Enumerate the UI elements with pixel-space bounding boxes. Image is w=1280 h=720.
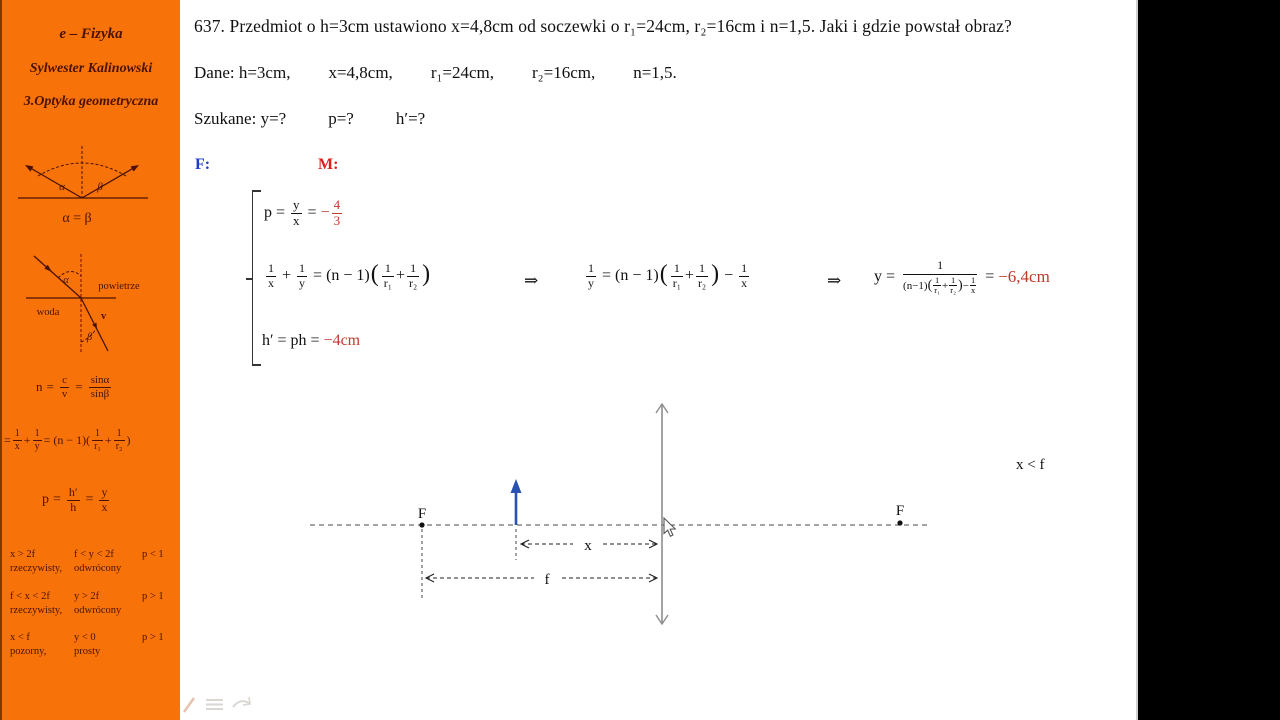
fraction-1-r2: $\frac{1}{\text{r₂}}$ (115, 428, 123, 452)
fraction-1-r1: $\frac{1}{\text{r₁}}$ (94, 428, 101, 452)
dim-x-label: x (584, 538, 592, 554)
app-title: e – Fizyka (59, 26, 123, 42)
menu-icon[interactable] (206, 700, 223, 709)
given-item: r₂=16cm, (532, 63, 596, 82)
result-value: −6,4cm (998, 266, 1050, 286)
plus: + (104, 432, 112, 447)
equals: = (313, 267, 323, 285)
implies-arrow: ⇒ (524, 271, 539, 290)
medium-top-label: powietrze (98, 281, 140, 292)
bottom-toolbar (180, 693, 270, 717)
case-y-desc: odwrócony (74, 562, 122, 574)
case-x-desc: rzeczywisty, (10, 562, 63, 574)
minus: − (320, 204, 330, 222)
fraction-1-x: $\frac{1}{x}$ (741, 261, 748, 290)
given-item: x=4,8cm, (328, 63, 393, 82)
equals: = (75, 379, 83, 395)
fraction-4-3: $\frac{4}{3}$ (333, 197, 341, 228)
focus-left-label: F (417, 506, 427, 522)
open-paren: ( (659, 261, 668, 288)
fraction-1-r2: $\frac{1}{\text{r₂}}$ (408, 261, 418, 290)
fraction-1-y: $\frac{1}{y}$ (34, 428, 40, 452)
case-x-desc: pozorny, (10, 645, 47, 657)
equals: = (602, 267, 612, 285)
lens-ray-diagram (300, 392, 960, 652)
speed-label: v (101, 311, 107, 322)
worksheet-area (180, 0, 1138, 720)
factor: (n − 1) (326, 267, 370, 285)
author-name: Sylwester Kalinowski (29, 61, 153, 76)
dim-f-label: f (544, 572, 550, 588)
fraction-1-r1: $\frac{1}{\text{r₁}}$ (672, 261, 681, 290)
term: p (264, 204, 272, 222)
case-y: y > 2f (74, 591, 100, 602)
fraction-1-x: $\frac{1}{x}$ (14, 428, 20, 452)
magnification-formula (42, 486, 111, 515)
factor: (n−1) (903, 279, 928, 292)
fraction-1-r2: $\frac{1}{\text{r₂}}$ (950, 275, 957, 296)
case-y: y < 0 (74, 632, 96, 643)
big-fraction: 1 (n−1) ( 1 r₁ + $\frac{1}{\text{r₂}}$ ) − $\frac{1}{x}$ (903, 258, 976, 296)
fraction-sin: $\frac{\sin\alpha}{\sin\beta}$ (90, 374, 110, 400)
fraction-y-x: $\frac{y}{x}$ (293, 197, 300, 228)
equals: = (307, 204, 317, 222)
term: h′ = ph = (262, 332, 320, 349)
sidebar (0, 0, 180, 720)
equation-lens-solved (584, 262, 751, 291)
fraction-1-x: $\frac{1}{x}$ (268, 261, 274, 290)
case-p: p > 1 (142, 591, 164, 602)
minus: − (962, 279, 969, 292)
alpha-angle-label: α (59, 181, 65, 193)
plus: + (684, 267, 694, 285)
fraction-1-r1: 1 r₁ (934, 275, 941, 296)
case-x-desc: rzeczywisty, (10, 604, 63, 616)
reflection-law: α = β (62, 211, 92, 226)
given-data-line (194, 63, 715, 83)
fraction-1-r1: $\frac{1}{\text{r₁}}$ (383, 261, 392, 290)
formula-term: n (36, 379, 43, 395)
reflected-ray-arrowhead (25, 165, 33, 172)
formula-term: p (42, 492, 49, 508)
given-item: Dane: h=3cm, (194, 63, 291, 82)
minus: − (724, 267, 734, 285)
lens-equation-sidebar (4, 428, 131, 452)
case-y-desc: prosty (74, 645, 101, 657)
close-paren: ) (422, 261, 431, 288)
focus-right-label: F (895, 503, 905, 519)
physics-section-label: F: (195, 156, 211, 173)
plus: + (23, 432, 31, 447)
fraction-y-x: $\frac{y}{x}$ (101, 485, 108, 514)
equals: = (46, 379, 54, 395)
equals: = (4, 432, 11, 447)
case-x: x < f (10, 632, 30, 643)
close-paren: ) (126, 432, 131, 447)
implies-arrow: ⇒ (827, 271, 842, 290)
plus: + (395, 267, 405, 285)
beta-label: β (87, 332, 93, 343)
case-y: f < y < 2f (74, 549, 114, 560)
factor: = (n − 1)( (43, 432, 91, 447)
fraction-c-v: $\frac{c}{v}$ (61, 374, 68, 400)
case-y-desc: odwrócony (74, 604, 122, 616)
case-x: x > 2f (10, 549, 36, 560)
fraction-1-x: $\frac{1}{x}$ (970, 275, 976, 296)
equation-image-height (262, 332, 364, 350)
given-item: r₁=24cm, (430, 63, 495, 82)
object-arrow (511, 479, 522, 560)
given-item: n=1,5. (633, 63, 677, 82)
case-p: p > 1 (142, 632, 164, 643)
math-section-label: M: (318, 156, 339, 173)
plus: + (942, 279, 949, 292)
open-paren: ( (927, 277, 933, 293)
equation-result-y (874, 258, 1050, 296)
equals: = (985, 267, 995, 285)
equals: = (886, 267, 896, 285)
equation-lens (264, 262, 431, 291)
focus-left (418, 506, 426, 600)
lens-line (656, 404, 668, 624)
condition-annotation: x < f (1016, 457, 1045, 473)
equation-magnification (264, 198, 344, 229)
dimension-x (521, 538, 657, 554)
equals: = (85, 492, 94, 508)
alpha-label: α (63, 275, 69, 286)
mouse-cursor-icon (664, 518, 675, 536)
fraction-1-y: $\frac{1}{y}$ (299, 261, 306, 290)
result-value: −4cm (323, 332, 361, 349)
beta-angle-label: β (97, 181, 103, 193)
case-p: p < 1 (142, 549, 164, 560)
dimension-f (426, 572, 657, 588)
factor: (n − 1) (615, 267, 659, 285)
fraction-1-y: $\frac{1}{y}$ (588, 261, 594, 290)
fraction-h-h: $\frac{h'}{h}$ (68, 485, 78, 514)
incident-ray-arrowhead (131, 165, 139, 172)
pencil-icon[interactable] (184, 698, 194, 712)
system-brace (252, 190, 261, 366)
equals: = (276, 204, 286, 222)
unknown-item: p=? (328, 109, 354, 128)
medium-bottom-label: woda (36, 307, 60, 318)
open-paren: ( (370, 261, 379, 288)
refraction-diagram (16, 246, 156, 364)
close-paren: ) (958, 277, 963, 293)
unknown-item: h′=? (395, 109, 426, 128)
fraction-1-r2: $\frac{1}{\text{r₂}}$ (697, 261, 707, 290)
refraction-index-formula (36, 374, 113, 400)
reflection-diagram (10, 140, 160, 218)
equals: = (53, 492, 61, 508)
undo-icon[interactable] (233, 697, 250, 707)
unknowns-line (194, 109, 467, 129)
term: y (874, 267, 882, 285)
case-x: f < x < 2f (10, 591, 50, 602)
problem-statement: 637. Przedmiot o h=3cm ustawiono x=4,8cm od soczewki o r₁=24cm, r₂=16cm i n=1,5. Jaki i gdzie powstał obraz? (194, 16, 1012, 36)
unknown-item: Szukane: y=? (194, 109, 287, 128)
plus: + (282, 267, 292, 285)
chapter-title: 3.Optyka geometryczna (23, 94, 159, 109)
close-paren: ) (711, 261, 720, 288)
focus-right (896, 503, 904, 526)
